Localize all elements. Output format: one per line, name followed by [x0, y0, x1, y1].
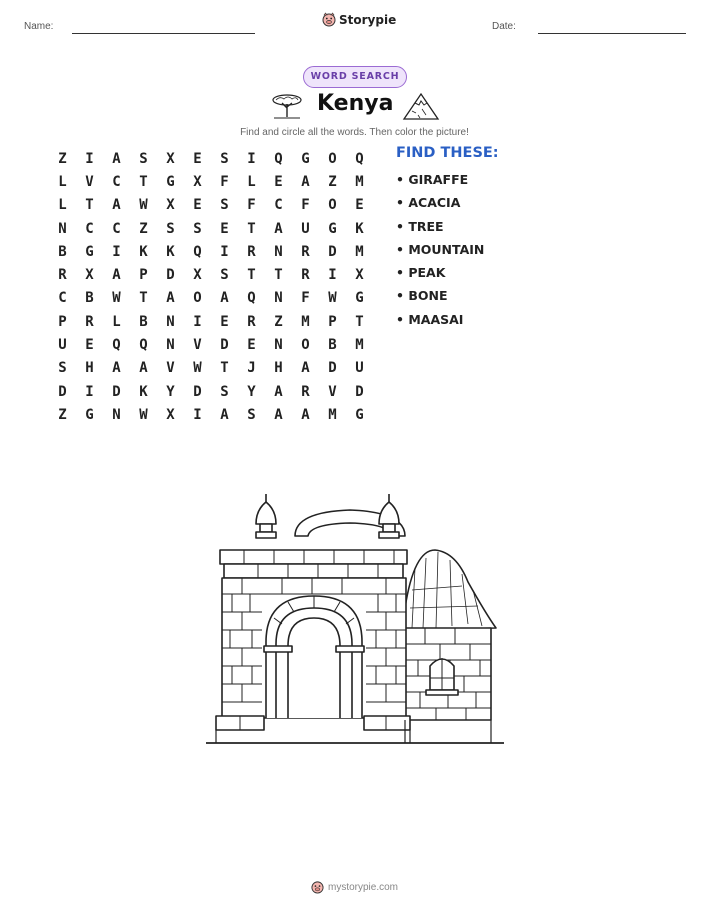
grid-letter[interactable]: O: [193, 290, 202, 307]
grid-row: [49, 217, 373, 240]
storypie-logo: [322, 12, 396, 27]
grid-letter[interactable]: R: [301, 243, 310, 260]
grid-letter[interactable]: R: [301, 383, 310, 400]
grid-letter[interactable]: V: [328, 383, 337, 400]
grid-letter[interactable]: T: [139, 290, 148, 307]
grid-letter[interactable]: B: [58, 243, 67, 260]
grid-letter[interactable]: R: [247, 243, 256, 260]
grid-letter[interactable]: S: [220, 267, 229, 284]
grid-letter[interactable]: K: [355, 220, 364, 237]
grid-letter[interactable]: Q: [112, 337, 121, 354]
grid-letter[interactable]: Z: [274, 313, 283, 330]
word-list-item: • MOUNTAIN: [396, 241, 485, 257]
grid-letter[interactable]: X: [193, 173, 202, 190]
grid-row: [49, 287, 373, 310]
grid-letter[interactable]: I: [193, 313, 202, 330]
grid-letter[interactable]: Q: [274, 150, 283, 167]
grid-letter[interactable]: R: [85, 313, 94, 330]
grid-letter[interactable]: N: [274, 243, 283, 260]
grid-letter[interactable]: V: [85, 173, 94, 190]
grid-letter[interactable]: D: [112, 383, 121, 400]
grid-letter[interactable]: T: [247, 267, 256, 284]
grid-letter[interactable]: N: [112, 406, 121, 423]
word-list: [396, 172, 484, 335]
grid-letter[interactable]: V: [166, 360, 175, 377]
grid-row: [49, 147, 373, 170]
grid-letter[interactable]: A: [220, 406, 229, 423]
grid-letter[interactable]: Q: [247, 290, 256, 307]
logo-text: Storypie: [339, 12, 397, 27]
grid-letter[interactable]: Q: [139, 337, 148, 354]
grid-letter[interactable]: E: [193, 197, 202, 214]
find-these-heading: FIND THESE:: [396, 145, 499, 161]
grid-letter[interactable]: A: [112, 150, 121, 167]
grid-letter[interactable]: M: [355, 337, 364, 354]
grid-letter[interactable]: E: [220, 313, 229, 330]
grid-letter[interactable]: B: [328, 337, 337, 354]
grid-letter[interactable]: X: [355, 267, 364, 284]
grid-row: [49, 194, 373, 217]
grid-letter[interactable]: M: [355, 243, 364, 260]
grid-row: [49, 403, 373, 426]
footer-pig-icon: [311, 880, 324, 894]
grid-letter[interactable]: G: [85, 406, 94, 423]
grid-letter[interactable]: N: [58, 220, 67, 237]
grid-letter[interactable]: M: [355, 173, 364, 190]
grid-letter[interactable]: A: [274, 406, 283, 423]
name-field-line[interactable]: [72, 33, 255, 34]
grid-letter[interactable]: C: [85, 220, 94, 237]
grid-letter[interactable]: C: [112, 220, 121, 237]
word-list-item: • MAASAI: [396, 311, 464, 327]
grid-letter[interactable]: T: [247, 220, 256, 237]
grid-letter[interactable]: A: [274, 383, 283, 400]
grid-letter[interactable]: D: [328, 243, 337, 260]
grid-letter[interactable]: D: [328, 360, 337, 377]
word-list-item: • GIRAFFE: [396, 172, 469, 187]
grid-letter[interactable]: C: [58, 290, 67, 307]
grid-letter[interactable]: D: [58, 383, 67, 400]
grid-letter[interactable]: A: [139, 360, 148, 377]
grid-letter[interactable]: A: [301, 173, 310, 190]
grid-letter[interactable]: G: [166, 173, 175, 190]
pig-face-icon: [322, 12, 336, 27]
grid-letter[interactable]: W: [139, 197, 148, 214]
grid-letter[interactable]: D: [355, 383, 364, 400]
grid-letter[interactable]: A: [301, 406, 310, 423]
grid-letter[interactable]: P: [139, 267, 148, 284]
grid-letter[interactable]: B: [139, 313, 148, 330]
grid-letter[interactable]: T: [355, 313, 364, 330]
grid-letter[interactable]: E: [220, 220, 229, 237]
grid-letter[interactable]: T: [85, 197, 94, 214]
grid-letter[interactable]: S: [220, 383, 229, 400]
grid-letter[interactable]: G: [301, 150, 310, 167]
name-label: Name:: [24, 21, 54, 32]
letter-grid[interactable]: [49, 147, 373, 427]
grid-letter[interactable]: E: [355, 197, 364, 214]
word-search-badge: WORD SEARCH: [303, 66, 407, 88]
grid-row: [49, 380, 373, 403]
grid-letter[interactable]: E: [85, 337, 94, 354]
grid-letter[interactable]: N: [166, 313, 175, 330]
grid-letter[interactable]: P: [328, 313, 337, 330]
footer-url[interactable]: mystorypie.com: [327, 881, 398, 893]
grid-letter[interactable]: I: [85, 383, 94, 400]
instructions: Find and circle all the words. Then color the picture!: [240, 127, 469, 138]
grid-letter[interactable]: D: [166, 267, 175, 284]
grid-letter[interactable]: E: [247, 337, 256, 354]
date-label: Date:: [492, 21, 516, 32]
grid-letter[interactable]: S: [166, 220, 175, 237]
word-list-item: • PEAK: [396, 265, 446, 281]
grid-letter[interactable]: G: [355, 290, 364, 307]
grid-letter[interactable]: O: [328, 197, 337, 214]
grid-letter[interactable]: H: [85, 360, 94, 377]
grid-letter[interactable]: A: [274, 220, 283, 237]
grid-letter[interactable]: I: [220, 243, 229, 260]
grid-letter[interactable]: A: [112, 267, 121, 284]
grid-letter[interactable]: C: [274, 197, 283, 214]
grid-letter[interactable]: E: [193, 150, 202, 167]
grid-letter[interactable]: S: [220, 150, 229, 167]
grid-letter[interactable]: Z: [58, 150, 67, 167]
grid-letter[interactable]: Y: [166, 383, 175, 400]
grid-row: [49, 170, 373, 193]
grid-letter[interactable]: N: [166, 337, 175, 354]
grid-letter[interactable]: F: [301, 290, 310, 307]
grid-letter[interactable]: X: [166, 150, 175, 167]
grid-letter[interactable]: W: [139, 406, 148, 423]
grid-letter[interactable]: S: [220, 197, 229, 214]
grid-letter[interactable]: A: [112, 197, 121, 214]
grid-letter[interactable]: Q: [193, 243, 202, 260]
grid-letter[interactable]: N: [274, 290, 283, 307]
grid-letter[interactable]: F: [220, 173, 229, 190]
grid-letter[interactable]: K: [166, 243, 175, 260]
grid-letter[interactable]: C: [112, 173, 121, 190]
grid-letter[interactable]: T: [139, 173, 148, 190]
grid-letter[interactable]: S: [139, 150, 148, 167]
grid-letter[interactable]: R: [301, 267, 310, 284]
grid-letter[interactable]: L: [112, 313, 121, 330]
grid-letter[interactable]: A: [220, 290, 229, 307]
grid-letter[interactable]: D: [220, 337, 229, 354]
grid-row: [49, 240, 373, 263]
grid-letter[interactable]: Y: [247, 383, 256, 400]
grid-letter[interactable]: J: [247, 360, 256, 377]
grid-letter[interactable]: X: [193, 267, 202, 284]
grid-letter[interactable]: Z: [139, 220, 148, 237]
grid-letter[interactable]: I: [112, 243, 121, 260]
grid-letter[interactable]: S: [193, 220, 202, 237]
grid-row: [49, 333, 373, 356]
gate-and-hut-picture: [200, 490, 510, 752]
grid-letter[interactable]: Q: [355, 150, 364, 167]
grid-letter[interactable]: U: [301, 220, 310, 237]
grid-letter[interactable]: M: [328, 406, 337, 423]
grid-letter[interactable]: K: [139, 243, 148, 260]
grid-letter[interactable]: E: [274, 173, 283, 190]
grid-letter[interactable]: R: [247, 313, 256, 330]
grid-letter[interactable]: G: [355, 406, 364, 423]
grid-letter[interactable]: I: [193, 406, 202, 423]
grid-letter[interactable]: G: [328, 220, 337, 237]
grid-letter[interactable]: N: [274, 337, 283, 354]
grid-row: [49, 263, 373, 286]
grid-letter[interactable]: L: [58, 197, 67, 214]
grid-letter[interactable]: A: [301, 360, 310, 377]
grid-letter[interactable]: F: [301, 197, 310, 214]
grid-letter[interactable]: M: [301, 313, 310, 330]
grid-letter[interactable]: X: [166, 197, 175, 214]
grid-letter[interactable]: A: [112, 360, 121, 377]
word-list-item: • BONE: [396, 288, 448, 304]
mountain-icon: [402, 91, 440, 121]
grid-letter[interactable]: A: [166, 290, 175, 307]
grid-letter[interactable]: H: [274, 360, 283, 377]
grid-letter[interactable]: U: [58, 337, 67, 354]
grid-letter[interactable]: O: [301, 337, 310, 354]
grid-letter[interactable]: K: [139, 383, 148, 400]
grid-letter[interactable]: W: [328, 290, 337, 307]
grid-letter[interactable]: T: [220, 360, 229, 377]
grid-letter[interactable]: X: [166, 406, 175, 423]
grid-letter[interactable]: B: [85, 290, 94, 307]
grid-letter[interactable]: I: [247, 150, 256, 167]
grid-letter[interactable]: X: [85, 267, 94, 284]
grid-letter[interactable]: R: [58, 267, 67, 284]
grid-letter[interactable]: I: [85, 150, 94, 167]
acacia-tree-icon: [270, 92, 304, 120]
grid-letter[interactable]: D: [193, 383, 202, 400]
grid-letter[interactable]: W: [193, 360, 202, 377]
grid-letter[interactable]: L: [58, 173, 67, 190]
grid-letter[interactable]: T: [274, 267, 283, 284]
grid-letter[interactable]: O: [328, 150, 337, 167]
grid-letter[interactable]: Z: [58, 406, 67, 423]
page-title: Kenya: [317, 91, 394, 116]
grid-letter[interactable]: I: [328, 267, 337, 284]
grid-row: [49, 357, 373, 380]
grid-letter[interactable]: S: [58, 360, 67, 377]
grid-letter[interactable]: G: [85, 243, 94, 260]
grid-letter[interactable]: L: [247, 173, 256, 190]
grid-row: [49, 310, 373, 333]
grid-letter[interactable]: F: [247, 197, 256, 214]
footer: [0, 880, 709, 894]
word-list-item: • TREE: [396, 218, 444, 234]
date-field-line[interactable]: [538, 33, 686, 34]
grid-letter[interactable]: U: [355, 360, 364, 377]
grid-letter[interactable]: P: [58, 313, 67, 330]
grid-letter[interactable]: V: [193, 337, 202, 354]
grid-letter[interactable]: Z: [328, 173, 337, 190]
grid-letter[interactable]: W: [112, 290, 121, 307]
grid-letter[interactable]: S: [247, 406, 256, 423]
word-list-item: • ACACIA: [396, 195, 461, 211]
